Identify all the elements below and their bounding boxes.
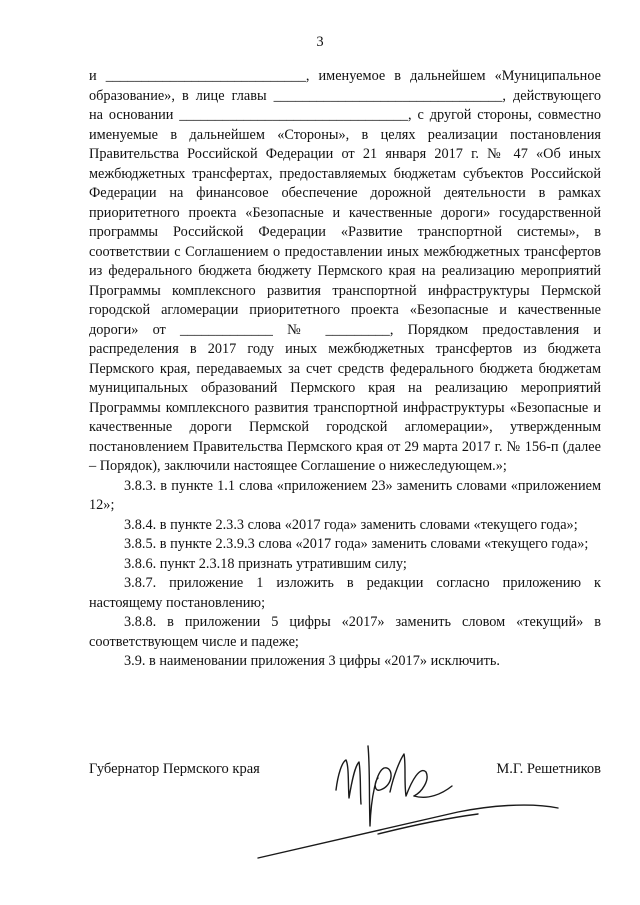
clause-3-8-8: 3.8.8. в приложении 5 цифры «2017» заменить словом «текущий» в соответствующем числе и падеже;	[89, 614, 601, 650]
clause-3-8-4: 3.8.4. в пункте 2.3.3 слова «2017 года» заменить словами «текущего года»;	[124, 516, 578, 533]
clause-3-8-3: 3.8.3. в пункте 1.1 слова «приложением 23» заменить словами «приложением 12»;	[89, 477, 601, 513]
clause-3-8-5: 3.8.5. в пункте 2.3.9.3 слова «2017 года» заменить словами «текущего года»;	[124, 536, 589, 552]
handwritten-signature	[228, 726, 588, 866]
signer-name: М.Г. Решетников	[496, 761, 601, 777]
signer-title: Губернатор Пермского края	[89, 761, 260, 777]
clause-3-8-6: 3.8.6. пункт 2.3.18 признать утратившим силу;	[124, 555, 407, 572]
clause-3-9: 3.9. в наименовании приложения 3 цифры «2017» исключить.	[124, 653, 500, 669]
document-body	[89, 67, 601, 672]
clause-3-8-7: 3.8.7. приложение 1 изложить в редакции согласно приложению к настоящему постановлению;	[89, 575, 601, 611]
preamble-paragraph: и ____________________________, именуемое в дальнейшем «Муниципальное образование», в лице главы ________________________________, действующего на основании ________________________________, с другой стороны, совместно именуемые в дальнейшем «Стороны», в целях реализации постановления Правительства Российской Федерации от 21 января 2017 г. № 47 «Об иных межбюджетных трансфертах, предоставляемых бюджетам субъектов Российской Федерации на финансовое обеспечение дорожной деятельности в рамках приоритетного проекта «Безопасные и качественные дороги» государственной программы Российской Федерации «Развитие транспортной системы», в соответствии с Соглашением о предоставлении иных межбюджетных трансфертов из федерального бюджета бюджету Пермского края на реализацию мероприятий Программы комплексного развития транспортной инфраструктуры Пермской городской агломерации приоритетного проекта «Безопасные и качественные дороги» от _____________ № _________, Порядком предоставления и распределения в 2017 году иных межбюджетных трансфертов из бюджета Пермского края, передаваемых за счет средств федерального бюджета бюджетам муниципальных образований Пермского края на реализацию мероприятий Программы комплексного развития транспортной инфраструктуры «Безопасные и качественные дороги Пермской городской агломерации», утвержденным постановлением Правительства Пермского края от 29 марта 2017 г. № 156-п (далее – Порядок), заключили настоящее Соглашение о нижеследующем.»;	[89, 68, 601, 474]
page-number: 3	[316, 34, 324, 50]
